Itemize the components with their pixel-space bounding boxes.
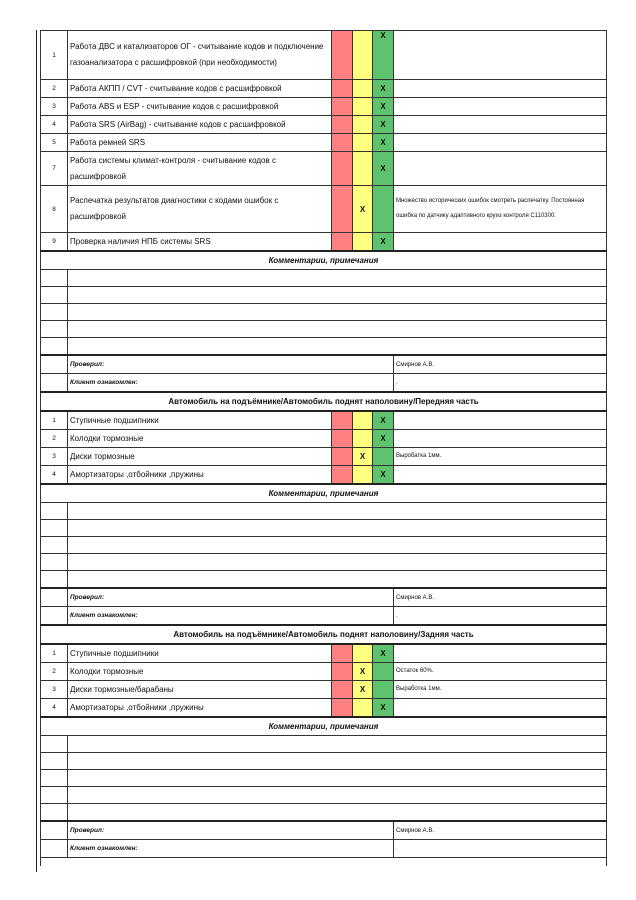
comment-text-field[interactable] (68, 503, 607, 520)
item-number: 7 (41, 152, 68, 186)
item-description: Проверка наличия НПБ системы SRS (68, 233, 332, 252)
item-note[interactable] (394, 411, 607, 430)
status-bad-cell[interactable] (332, 152, 353, 186)
status-warning-cell[interactable] (353, 80, 373, 98)
comment-row (41, 787, 607, 804)
status-ok-cell[interactable]: X (373, 644, 394, 663)
checklist-row (41, 134, 607, 152)
comment-number-cell (41, 736, 68, 753)
status-ok-cell[interactable]: X (373, 411, 394, 430)
status-warning-cell[interactable] (353, 699, 373, 718)
client-acknowledged-row (41, 840, 607, 858)
item-number: 3 (41, 681, 68, 699)
client-spacer (41, 840, 68, 858)
comment-number-cell (41, 270, 68, 287)
item-note[interactable] (394, 98, 607, 116)
item-number: 8 (41, 186, 68, 233)
checked-by-spacer (41, 588, 68, 607)
item-note[interactable] (394, 233, 607, 252)
item-note[interactable] (394, 430, 607, 448)
status-bad-cell[interactable] (332, 116, 353, 134)
comment-number-cell (41, 321, 68, 338)
comment-text-field[interactable] (68, 753, 607, 770)
client-spacer (41, 374, 68, 393)
comment-text-field[interactable] (68, 270, 607, 287)
status-ok-cell[interactable]: X (373, 134, 394, 152)
client-acknowledged-row (41, 607, 607, 626)
status-warning-cell[interactable] (353, 116, 373, 134)
comment-text-field[interactable] (68, 287, 607, 304)
comment-number-cell (41, 571, 68, 589)
inspection-table (40, 30, 607, 866)
item-note[interactable] (394, 644, 607, 663)
comments-header-row (41, 717, 607, 736)
checklist-row (41, 186, 607, 233)
status-ok-cell[interactable]: X (373, 98, 394, 116)
comment-text-field[interactable] (68, 804, 607, 822)
item-description: Диски тормозные (68, 448, 332, 466)
checklist-row (41, 430, 607, 448)
checked-by-value[interactable]: Смирнов А.В. (394, 588, 607, 607)
comment-text-field[interactable] (68, 736, 607, 753)
comment-number-cell (41, 753, 68, 770)
comment-row (41, 338, 607, 356)
status-bad-cell[interactable] (332, 80, 353, 98)
status-bad-cell[interactable] (332, 31, 353, 80)
item-description: Работа SRS (AirBag) - считывание кодов с расшифровкой (68, 116, 332, 134)
status-bad-cell[interactable] (332, 430, 353, 448)
client-acknowledged-label: Клиент ознакомлен: (68, 374, 394, 393)
status-warning-cell[interactable] (353, 644, 373, 663)
status-bad-cell[interactable] (332, 644, 353, 663)
client-acknowledged-value[interactable]: . (394, 840, 607, 858)
item-description: Колодки тормозные (68, 663, 332, 681)
item-number: 5 (41, 134, 68, 152)
status-warning-cell[interactable]: X (353, 663, 373, 681)
comment-number-cell (41, 554, 68, 571)
item-number: 1 (41, 411, 68, 430)
client-acknowledged-value[interactable]: . (394, 607, 607, 626)
status-warning-cell[interactable] (353, 466, 373, 485)
comment-row (41, 537, 607, 554)
status-warning-cell[interactable] (353, 31, 373, 80)
item-description: Ступичные подшипники (68, 644, 332, 663)
status-bad-cell[interactable] (332, 663, 353, 681)
comment-row (41, 287, 607, 304)
client-acknowledged-label: Клиент ознакомлен: (68, 840, 394, 858)
comment-number-cell (41, 804, 68, 822)
item-number: 4 (41, 116, 68, 134)
comments-header-row (41, 484, 607, 503)
client-acknowledged-row (41, 374, 607, 393)
comment-row (41, 804, 607, 822)
continuation-cell (41, 858, 607, 866)
checked-by-row (41, 355, 607, 374)
checked-by-value[interactable]: Смирнов А.В. (394, 355, 607, 374)
item-note[interactable]: Выработка 1мм. (394, 681, 607, 699)
section-title-row (41, 625, 607, 644)
item-description: Распечатка результатов диагностики с кодами ошибок с расшифровкой (68, 186, 332, 233)
client-acknowledged-label: Клиент ознакомлен: (68, 607, 394, 626)
item-description: Работа ДВС и катализаторов ОГ - считывание кодов и подключение газоанализатора с расшифровкой (при необходимости) (68, 31, 332, 80)
status-ok-cell[interactable]: X (373, 699, 394, 718)
comment-text-field[interactable] (68, 537, 607, 554)
comment-number-cell (41, 287, 68, 304)
checklist-row (41, 466, 607, 485)
status-bad-cell[interactable] (332, 448, 353, 466)
comment-number-cell (41, 787, 68, 804)
status-bad-cell[interactable] (332, 134, 353, 152)
checked-by-row (41, 588, 607, 607)
section-title-row (41, 392, 607, 411)
status-bad-cell[interactable] (332, 186, 353, 233)
checklist-row (41, 448, 607, 466)
checked-by-row (41, 821, 607, 840)
item-number: 9 (41, 233, 68, 252)
status-ok-cell[interactable]: X (373, 31, 394, 80)
comment-number-cell (41, 770, 68, 787)
checked-by-label: Проверил: (68, 821, 394, 840)
checklist-row (41, 80, 607, 98)
status-warning-cell[interactable] (353, 98, 373, 116)
checked-by-spacer (41, 355, 68, 374)
comment-row (41, 520, 607, 537)
status-ok-cell[interactable]: X (373, 430, 394, 448)
item-number: 3 (41, 448, 68, 466)
comment-text-field[interactable] (68, 770, 607, 787)
comment-row (41, 554, 607, 571)
checklist-row (41, 681, 607, 699)
item-note[interactable] (394, 152, 607, 186)
item-number: 4 (41, 699, 68, 718)
item-description: Работа АКПП / CVT - считывание кодов с расшифровкой (68, 80, 332, 98)
inspection-sheet (40, 30, 606, 866)
item-note[interactable]: Выробатка 1мм. (394, 448, 607, 466)
item-note[interactable] (394, 466, 607, 485)
comment-text-field[interactable] (68, 520, 607, 537)
checked-by-label: Проверил: (68, 355, 394, 374)
checklist-row (41, 233, 607, 252)
comment-number-cell (41, 338, 68, 356)
comment-number-cell (41, 503, 68, 520)
comment-number-cell (41, 520, 68, 537)
status-ok-cell[interactable]: X (373, 152, 394, 186)
checked-by-value[interactable]: Смирнов А.В. (394, 821, 607, 840)
status-ok-cell[interactable] (373, 681, 394, 699)
item-description: Амортизаторы ,отбойники ,пружины (68, 699, 332, 718)
status-bad-cell[interactable] (332, 98, 353, 116)
item-note[interactable] (394, 699, 607, 718)
section-title: Автомобиль на подъёмнике/Автомобиль поднят наполовину/Передняя часть (41, 392, 607, 411)
comment-text-field[interactable] (68, 787, 607, 804)
status-ok-cell[interactable]: X (373, 466, 394, 485)
status-ok-cell[interactable]: X (373, 233, 394, 252)
checklist-row (41, 699, 607, 718)
status-warning-cell[interactable]: X (353, 448, 373, 466)
status-bad-cell[interactable] (332, 411, 353, 430)
item-number: 4 (41, 466, 68, 485)
checklist-row (41, 152, 607, 186)
status-warning-cell[interactable] (353, 411, 373, 430)
comments-header-row (41, 251, 607, 270)
checklist-row (41, 644, 607, 663)
client-spacer (41, 607, 68, 626)
comment-row (41, 304, 607, 321)
item-description: Работа системы климат-контроля - считывание кодов с расшифровкой (68, 152, 332, 186)
checklist-row (41, 31, 607, 80)
checked-by-spacer (41, 821, 68, 840)
comment-text-field[interactable] (68, 571, 607, 589)
status-warning-cell[interactable] (353, 233, 373, 252)
status-bad-cell[interactable] (332, 681, 353, 699)
item-description: Диски тормозные/барабаны (68, 681, 332, 699)
item-number: 2 (41, 430, 68, 448)
comment-number-cell (41, 537, 68, 554)
comment-text-field[interactable] (68, 321, 607, 338)
item-note[interactable] (394, 116, 607, 134)
status-ok-cell[interactable] (373, 663, 394, 681)
comment-text-field[interactable] (68, 304, 607, 321)
item-note[interactable] (394, 134, 607, 152)
item-number: 3 (41, 98, 68, 116)
page-margin-line (36, 30, 37, 872)
item-description: Колодки тормозные (68, 430, 332, 448)
checklist-row (41, 116, 607, 134)
comment-row (41, 270, 607, 287)
item-note[interactable]: Остаток 60%. (394, 663, 607, 681)
item-description: Работа ремней SRS (68, 134, 332, 152)
comment-text-field[interactable] (68, 554, 607, 571)
item-number: 2 (41, 663, 68, 681)
status-bad-cell[interactable] (332, 699, 353, 718)
continuation-row (41, 858, 607, 866)
item-note[interactable] (394, 80, 607, 98)
status-warning-cell[interactable]: X (353, 186, 373, 233)
item-number: 1 (41, 31, 68, 80)
comments-header: Комментарии, примечания (41, 484, 607, 503)
status-warning-cell[interactable] (353, 152, 373, 186)
item-number: 1 (41, 644, 68, 663)
comment-row (41, 571, 607, 589)
checklist-row (41, 98, 607, 116)
checklist-row (41, 411, 607, 430)
comment-row (41, 753, 607, 770)
section-title: Автомобиль на подъёмнике/Автомобиль поднят наполовину/Задняя часть (41, 625, 607, 644)
item-description: Ступичные подшипники (68, 411, 332, 430)
item-description: Амортизаторы ,отбойники ,пружины (68, 466, 332, 485)
comment-row (41, 736, 607, 753)
status-ok-cell[interactable] (373, 448, 394, 466)
client-acknowledged-value[interactable]: . (394, 374, 607, 393)
comments-header: Комментарии, примечания (41, 251, 607, 270)
item-description: Работа ABS и ESP - считывание кодов с расшифровкой (68, 98, 332, 116)
comment-text-field[interactable] (68, 338, 607, 356)
item-number: 2 (41, 80, 68, 98)
status-bad-cell[interactable] (332, 466, 353, 485)
status-bad-cell[interactable] (332, 233, 353, 252)
status-warning-cell[interactable]: X (353, 681, 373, 699)
item-note[interactable] (394, 31, 607, 80)
comments-header: Комментарии, примечания (41, 717, 607, 736)
item-note[interactable]: Множество исторических ошибок смотреть распечатку. Постоянная ошибка по датчику адаптивного круиз контроля C110300. (394, 186, 607, 233)
checked-by-label: Проверил: (68, 588, 394, 607)
checklist-row (41, 663, 607, 681)
status-ok-cell[interactable]: X (373, 116, 394, 134)
comment-row (41, 770, 607, 787)
status-ok-cell[interactable]: X (373, 80, 394, 98)
comment-number-cell (41, 304, 68, 321)
status-warning-cell[interactable] (353, 430, 373, 448)
comment-row (41, 503, 607, 520)
status-warning-cell[interactable] (353, 134, 373, 152)
comment-row (41, 321, 607, 338)
status-ok-cell[interactable] (373, 186, 394, 233)
